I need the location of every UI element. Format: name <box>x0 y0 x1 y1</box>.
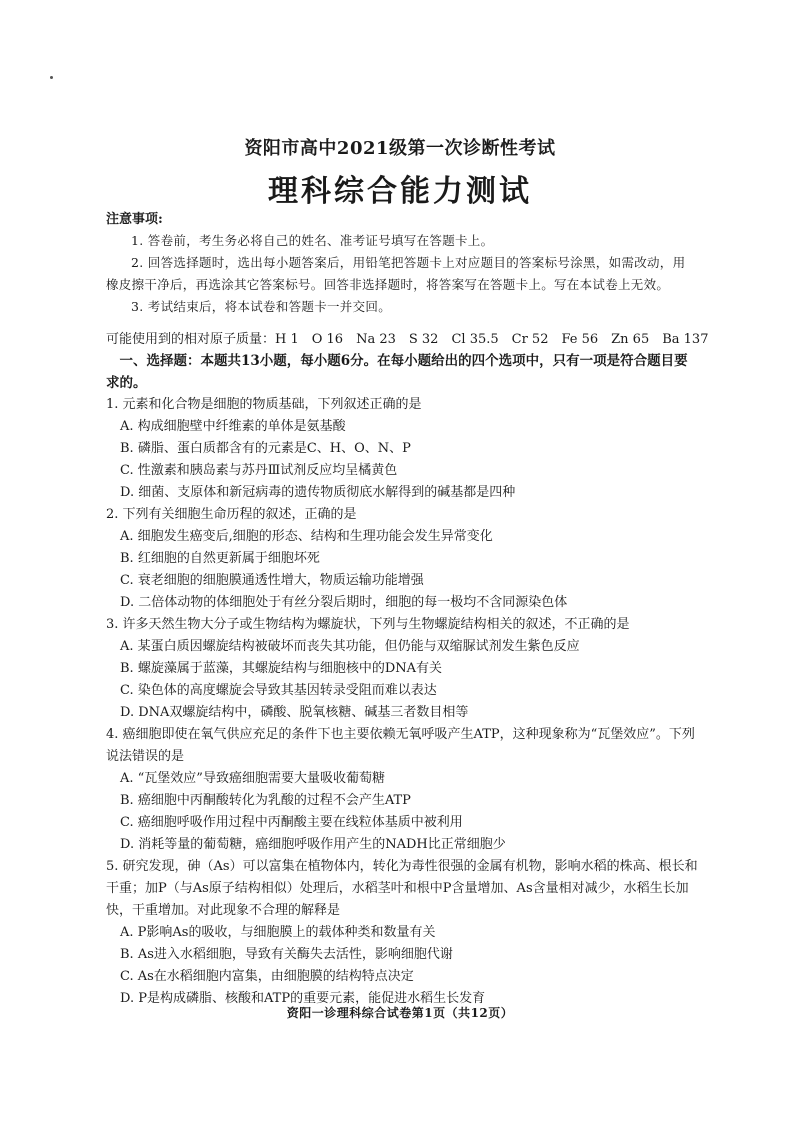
exam-title: 资阳市高中2021级第一次诊断性考试 <box>244 138 556 159</box>
option-b: B. 螺旋藻属于蓝藻，其螺旋结构与细胞核中的DNA有关 <box>120 661 443 676</box>
option-c: C. 癌细胞呼吸作用过程中丙酮酸主要在线粒体基质中被利用 <box>120 815 463 830</box>
question <box>106 724 702 856</box>
option-b: B. As进入水稻细胞，导致有关酶失去活性，影响细胞代谢 <box>120 947 453 962</box>
notice-block <box>106 210 686 318</box>
notice-item: 2. 回答选择题时，选出每小题答案后，用铅笔把答题卡上对应题目的答案标号涂黑，如需改动，用橡皮擦干净后，再选涂其它答案标号。回答非选择题时，将答案写在答题卡上。写在本试卷上无效。 <box>106 255 686 292</box>
question <box>106 394 702 504</box>
option-a: A. P影响As的吸收，与细胞膜上的载体种类和数量有关 <box>120 925 436 940</box>
option-a: A. 细胞发生癌变后,细胞的形态、结构和生理功能会发生异常变化 <box>120 529 493 544</box>
option-b: B. 红细胞的自然更新属于细胞坏死 <box>120 551 320 566</box>
option-a: A. 某蛋白质因螺旋结构被破坏而丧失其功能，但仍能与双缩脲试剂发生紫色反应 <box>120 639 580 654</box>
option-c: C. 衰老细胞的细胞膜通透性增大，物质运输功能增强 <box>120 573 424 588</box>
notice-item: 1. 答卷前，考生务必将自己的姓名、准考证号填写在答题卡上。 <box>131 233 494 248</box>
option-c: C. As在水稻细胞内富集，由细胞膜的结构特点决定 <box>120 969 414 984</box>
question <box>106 614 702 724</box>
option-d: D. 细菌、支原体和新冠病毒的遗传物质彻底水解得到的碱基都是四种 <box>120 485 516 500</box>
section-heading: 一、选择题：本题共13小题，每小题6分。在每小题给出的四个选项中，只有一项是符合题目要求的。 <box>106 353 688 391</box>
question-stem: 2. 下列有关细胞生命历程的叙述，正确的是 <box>106 507 357 522</box>
scan-speck <box>50 76 53 79</box>
option-a: A. “瓦堡效应”导致癌细胞需要大量吸收葡萄糖 <box>120 771 385 786</box>
question-stem: 5. 研究发现，砷（As）可以富集在植物体内，转化为毒性很强的金属有机物，影响水稻的株高、根长和干重；加P（与As原子结构相似）处理后，水稻茎叶和根中P含量增加、As含量相对减少，水稻生长加快，干重增加。对此现象不合理的解释是 <box>106 859 698 918</box>
exam-subject: 理科综合能力测试 <box>268 174 532 209</box>
option-d: D. 二倍体动物的体细胞处于有丝分裂后期时，细胞的每一极均不含同源染色体 <box>120 595 568 610</box>
page-footer: 资阳一诊理科综合试卷第1页（共12页） <box>286 1006 514 1020</box>
question-stem: 1. 元素和化合物是细胞的物质基础，下列叙述正确的是 <box>106 397 422 412</box>
question <box>106 856 702 1010</box>
option-b: B. 磷脂、蛋白质都含有的元素是C、H、O、N、P <box>120 441 411 456</box>
option-d: D. P是构成磷脂、核酸和ATP的重要元素，能促进水稻生长发育 <box>120 991 486 1006</box>
option-c: C. 性激素和胰岛素与苏丹Ⅲ试剂反应均呈橘黄色 <box>120 463 398 478</box>
atomic-masses: 可能使用到的相对原子质量：H 1 O 16 Na 23 S 32 Cl 35.5 Cr 52 Fe 56 Zn 65 Ba 137 <box>106 332 709 347</box>
question <box>106 504 702 614</box>
notice-item: 3. 考试结束后，将本试卷和答题卡一并交回。 <box>131 299 392 314</box>
notice-heading: 注意事项: <box>106 212 163 227</box>
question-stem: 3. 许多天然生物大分子或生物结构为螺旋状，下列与生物螺旋结构相关的叙述，不正确的是 <box>106 617 630 632</box>
option-b: B. 癌细胞中丙酮酸转化为乳酸的过程不会产生ATP <box>120 793 411 808</box>
question-list <box>106 394 702 1010</box>
question-stem: 4. 癌细胞即使在氧气供应充足的条件下也主要依赖无氧呼吸产生ATP，这种现象称为“瓦堡效应”。下列说法错误的是 <box>106 727 695 764</box>
option-d: D. DNA双螺旋结构中，磷酸、脱氧核糖、碱基三者数目相等 <box>120 705 469 720</box>
option-a: A. 构成细胞壁中纤维素的单体是氨基酸 <box>120 419 346 434</box>
option-c: C. 染色体的高度螺旋会导致其基因转录受阻而难以表达 <box>120 683 437 698</box>
option-d: D. 消耗等量的葡萄糖，癌细胞呼吸作用产生的NADH比正常细胞少 <box>120 837 506 852</box>
